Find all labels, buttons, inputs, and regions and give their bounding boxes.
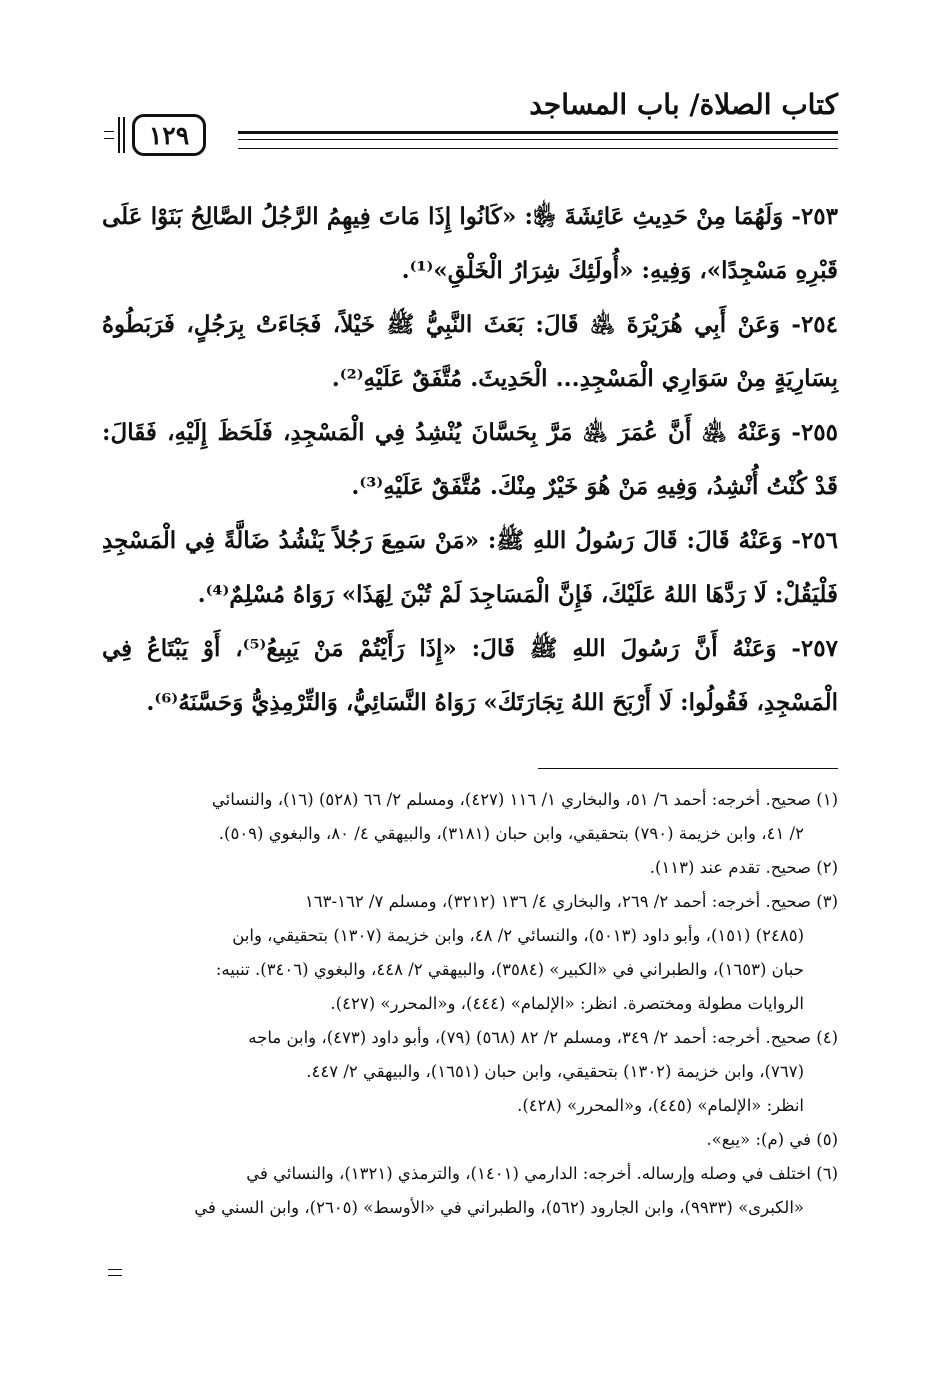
footnote-4-line-2: (٧٦٧)، وابن خزيمة (١٣٠٢) بتحقيقي، وابن حبان (١٦٥١)، والبيهقي ٢/ ٤٤٧. bbox=[306, 1062, 804, 1081]
footnote-6-line-1: (٦) اختلف في وصله وإرساله. أخرجه: الدارمي (١٤٠١)، والترمذي (١٣٢١)، والنسائي في bbox=[246, 1164, 838, 1183]
footnote-separator bbox=[538, 768, 838, 769]
hadith-text bbox=[102, 190, 838, 730]
hadith-256: ٢٥٦- وَعَنْهُ قَالَ: قَالَ رَسُولُ اللهِ ﷺ: «مَنْ سَمِعَ رَجُلاً يَنْشُدُ ضَالَّةً فِي الْمَسْجِدِ فَلْيَقُلْ: لَا رَدَّهَا اللهُ عَلَيْكَ، فَإِنَّ الْمَسَاجِدَ لَمْ تُبْنَ لِهَذَا» رَوَاهُ مُسْلِمٌ⁽⁴⁾. bbox=[102, 527, 838, 608]
hadith-253: ٢٥٣- وَلَهُمَا مِنْ حَدِيثِ عَائِشَةَ ﵂: «كَانُوا إِذَا مَاتَ فِيهِمُ الرَّجُلُ الصَّالِحُ بَنَوْا عَلَى قَبْرِهِ مَسْجِدًا»، وَفِيهِ: «أُولَئِكَ شِرَارُ الْخَلْقِ»⁽¹⁾. bbox=[102, 203, 838, 284]
header-rule bbox=[238, 131, 838, 149]
continuation-mark bbox=[108, 1269, 122, 1276]
hadith-255: ٢٥٥- وَعَنْهُ ﵁ أَنَّ عُمَرَ ﵁ مَرَّ بِحَسَّانَ يُنْشِدُ فِي الْمَسْجِدِ، فَلَحَظَ إِلَيْهِ، فَقَالَ: قَدْ كُنْتُ أُنْشِدُ، وَفِيهِ مَنْ هُوَ خَيْرٌ مِنْكَ. مُتَّفَقٌ عَلَيْهِ⁽³⁾. bbox=[102, 419, 838, 500]
footnote-2: (٢) صحيح. تقدم عند (١١٣). bbox=[649, 858, 838, 877]
header-ornament bbox=[104, 125, 128, 149]
footnote-3-line-1: (٣) صحيح. أخرجه: أحمد ٢/ ٢٦٩، والبخاري ٤/ ١٣٦ (٣٢١٢)، ومسلم ٧/ ١٦٢-١٦٣ bbox=[304, 892, 838, 911]
footnote-3-line-4: الروايات مطولة ومختصرة. انظر: «الإلمام» (٤٤٤)، و«المحرر» (٤٢٧). bbox=[330, 994, 804, 1013]
footnote-3-line-3: حبان (١٦٥٣)، والطبراني في «الكبير» (٣٥٨٤)، والبيهقي ٢/ ٤٤٨، والبغوي (٣٤٠٦). تنبيه: bbox=[215, 960, 804, 979]
footnote-5: (٥) في (م): «يبع». bbox=[706, 1130, 838, 1149]
running-title: كتاب الصلاة/ باب المساجد bbox=[529, 88, 838, 121]
hadith-254: ٢٥٤- وَعَنْ أَبِي هُرَيْرَةَ ﵁ قَالَ: بَعَثَ النَّبِيُّ ﷺ خَيْلاً، فَجَاءَتْ بِرَجُلٍ، فَرَبَطُوهُ بِسَارِيَةٍ مِنْ سَوَارِي الْمَسْجِدِ... الْحَدِيثَ. مُتَّفَقٌ عَلَيْهِ⁽²⁾. bbox=[102, 311, 838, 392]
footnote-4-line-1: (٤) صحيح. أخرجه: أحمد ٢/ ٣٤٩، ومسلم ٢/ ٨٢ (٥٦٨) (٧٩)، وأبو داود (٤٧٣)، وابن ماجه bbox=[248, 1028, 838, 1047]
page-number: ١٢٩ bbox=[132, 114, 206, 156]
footnotes bbox=[102, 783, 838, 1225]
footnote-3-line-2: (٢٤٨٥) (١٥١)، وأبو داود (٥٠١٣)، والنسائي ٢/ ٤٨، وابن خزيمة (١٣٠٧) بتحقيقي، وابن bbox=[232, 926, 804, 945]
footnote-1-line-1: (١) صحيح. أخرجه: أحمد ٦/ ٥١، والبخاري ١/ ١١٦ (٤٢٧)، ومسلم ٢/ ٦٦ (٥٢٨) (١٦)، والنسائي bbox=[211, 790, 838, 809]
footnote-4-line-3: انظر: «الإلمام» (٤٤٥)، و«المحرر» (٤٢٨). bbox=[517, 1096, 804, 1115]
hadith-257: ٢٥٧- وَعَنْهُ أَنَّ رَسُولَ اللهِ ﷺ قَالَ: «إِذَا رَأَيْتُمْ مَنْ يَبِيعُ⁽⁵⁾، أَوْ يَبْتَاعُ فِي الْمَسْجِدِ، فَقُولُوا: لَا أَرْبَحَ اللهُ تِجَارَتَكَ» رَوَاهُ النَّسَائِيُّ، وَالتِّرْمِذِيُّ وَحَسَّنَهُ⁽⁶⁾. bbox=[102, 635, 838, 716]
footnote-6-line-2: «الكبرى» (٩٩٣٣)، وابن الجارود (٥٦٢)، والطبراني في «الأوسط» (٢٦٠٥)، وابن السني في bbox=[194, 1198, 804, 1217]
footnote-1-line-2: ٢/ ٤١، وابن خزيمة (٧٩٠) بتحقيقي، وابن حبان (٣١٨١)، والبيهقي ٤/ ٨٠، والبغوي (٥٠٩). bbox=[218, 824, 804, 843]
